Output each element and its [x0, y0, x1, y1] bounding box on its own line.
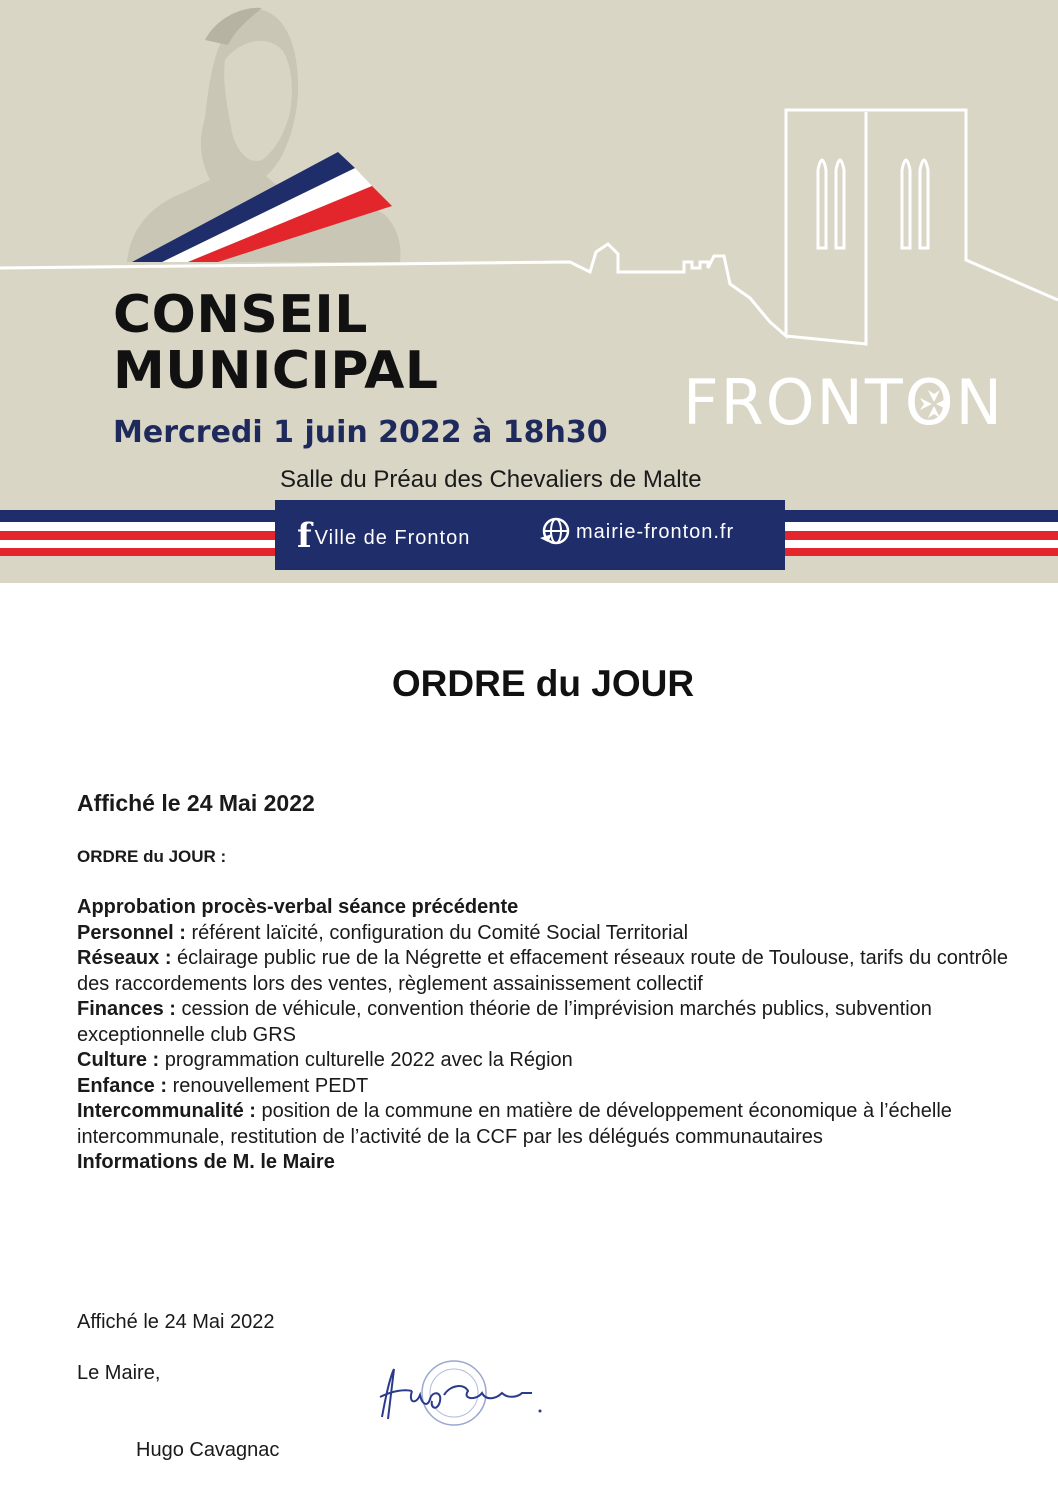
agenda-item-personnel: Personnel : référent laïcité, configuration du Comité Social Territorial	[77, 921, 689, 944]
contact-box	[275, 500, 785, 570]
facebook-label: Ville de Fronton	[314, 527, 471, 549]
agenda-title: ORDRE du JOUR :	[77, 847, 227, 866]
globe-icon	[538, 516, 574, 546]
marianne-bust-icon	[127, 8, 400, 262]
agenda-item-finances: Finances : cession de véhicule, convention théorie de l’imprévision marchés publics, subvention exceptionnelle club GRS	[77, 998, 932, 1046]
agenda-item-enfance: Enfance : renouvellement PEDT	[77, 1074, 369, 1097]
meeting-date: Mercredi 1 juin 2022 à 18h30	[113, 415, 608, 450]
agenda-heading: ORDRE du JOUR	[391, 663, 695, 704]
website-label: mairie-fronton.fr	[576, 521, 735, 543]
posted-date: Affiché le 24 Mai 2022	[77, 790, 315, 816]
header-banner	[0, 0, 1058, 583]
mayor-name: Hugo Cavagnac	[136, 1439, 280, 1461]
facebook-link[interactable]	[297, 516, 470, 556]
agenda-content	[77, 790, 1017, 1176]
agenda-item-reseaux: Réseaux : éclairage public rue de la Négrette et effacement réseaux route de Toulouse, tarifs du contrôle des raccordements lors des ventes, règlement assainissement collectif	[77, 947, 1008, 995]
agenda-item-intercommunalite: Intercommunalité : position de la commune en matière de développement économique à l’échelle intercommunale, restitution de l’activité de la CCF par les délégués communautaires	[77, 1100, 952, 1148]
agenda-approval: Approbation procès-verbal séance précédente	[77, 896, 519, 918]
facebook-icon: f	[297, 516, 313, 556]
page-title	[113, 287, 439, 399]
website-link[interactable]	[538, 516, 734, 546]
title-line-2: MUNICIPAL	[113, 341, 439, 401]
agenda-item-culture: Culture : programmation culturelle 2022 avec la Région	[77, 1049, 573, 1071]
mayor-label: Le Maire,	[77, 1362, 161, 1384]
footer-posted-date: Affiché le 24 Mai 2022	[77, 1311, 275, 1333]
meeting-venue: Salle du Préau des Chevaliers de Malte	[280, 466, 702, 493]
town-name: FRONTON	[683, 366, 1004, 439]
title-line-1: CONSEIL	[113, 285, 368, 345]
signature-stamp-icon	[372, 1355, 552, 1435]
agenda-list	[77, 895, 1017, 1176]
agenda-closing: Informations de M. le Maire	[77, 1151, 335, 1173]
